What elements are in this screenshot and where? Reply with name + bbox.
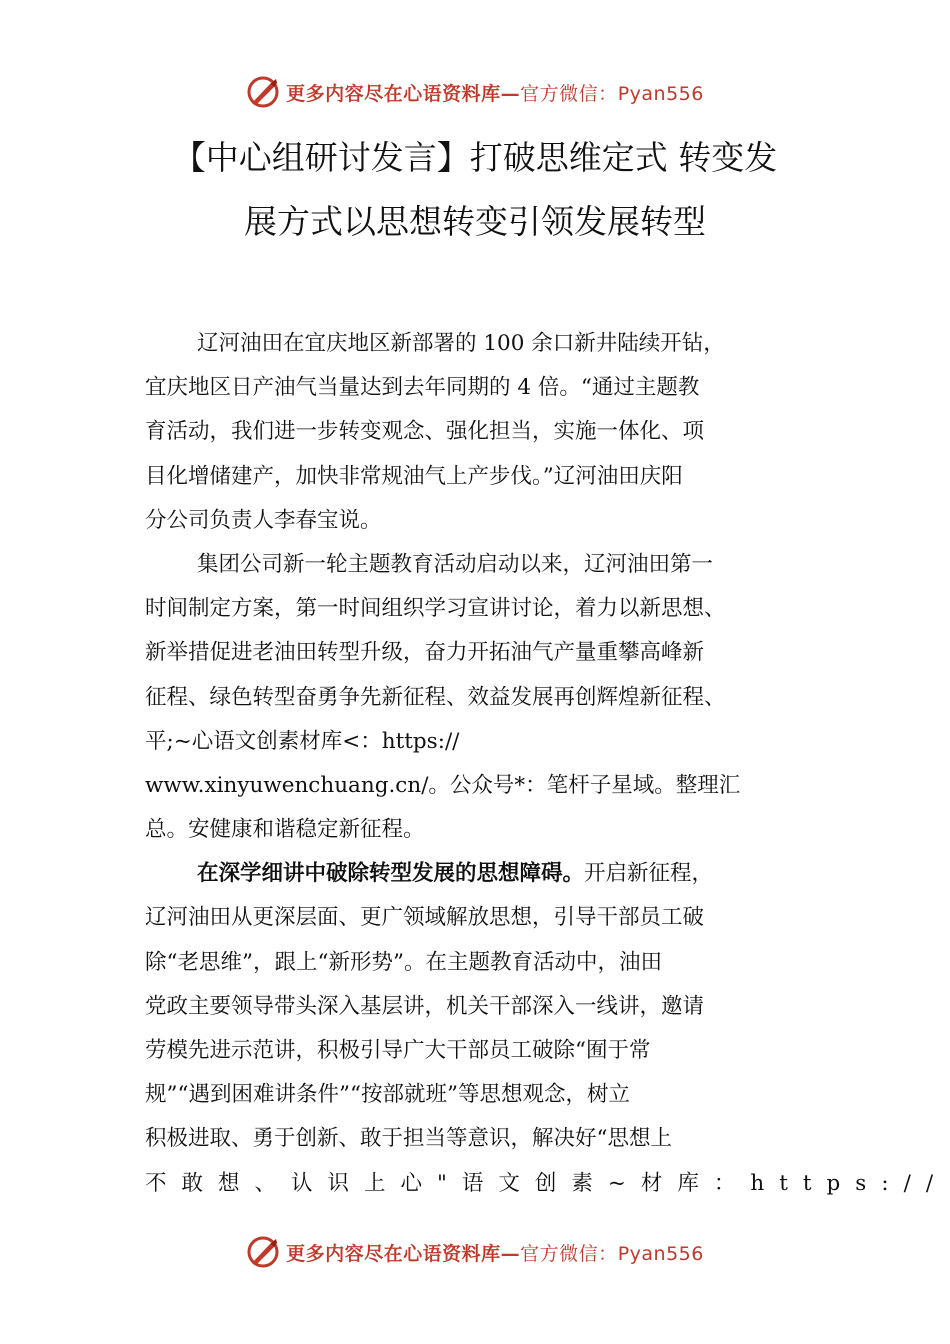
header-banner: [0, 72, 950, 112]
body-line: 党政主要领导带头深入基层讲，机关干部深入一线讲，邀请: [145, 993, 705, 1019]
body-line: 集团公司新一轮主题教育活动启动以来，辽河油田第一: [197, 551, 714, 577]
banner-text: [286, 1239, 704, 1266]
body-line: 规”“遇到困难讲条件”“按部就班”等思想观念，树立: [145, 1082, 630, 1108]
body-line: 平;~心语文创素材库<：https://: [145, 728, 460, 754]
footer-banner: [0, 1232, 950, 1272]
body-line: 目化增储建产，加快非常规油气上产步伐。”辽河油田庆阳: [145, 463, 683, 489]
document-title: [60, 126, 890, 254]
title-line-1: 【中心组研讨发言】打破思维定式 转变发: [172, 138, 778, 177]
body-line: 征程、绿色转型奋勇争先新征程、效益发展再创辉煌新征程、: [145, 684, 726, 710]
body-line: 辽河油田在宜庆地区新部署的 100 余口新井陆续开钻，: [197, 331, 725, 356]
banner-wechat-label: 官方微信：: [520, 82, 618, 105]
section-heading-bold: 在深学细讲中破除转型发展的思想障碍。: [197, 861, 585, 887]
body-line: 宜庆地区日产油气当量达到去年同期的 4 倍。“通过主题教: [145, 375, 700, 401]
brush-logo-icon: [246, 75, 280, 109]
body-line: 新举措促进老油田转型升级，奋力开拓油气产量重攀高峰新: [145, 640, 705, 666]
document-body: [145, 322, 949, 1206]
body-line: 除“老思维”，跟上“新形势”。在主题教育活动中，油田: [145, 949, 662, 975]
banner-slogan: 更多内容尽在心语资料库—: [286, 82, 521, 105]
banner-wechat-label: 官方微信：: [520, 1242, 618, 1265]
banner-wechat-id: Pyan556: [617, 82, 704, 105]
body-line: 育活动，我们进一步转变观念、强化担当，实施一体化、项: [145, 419, 705, 445]
brush-logo-icon: [246, 1235, 280, 1269]
body-line: www.xinyuwenchuang.cn/。公众号*：笔杆子星域。整理汇: [145, 772, 741, 798]
body-line: 总。安健康和谐稳定新征程。: [145, 817, 425, 843]
body-line: 积极进取、勇于创新、敢于担当等意识，解决好“思想上: [145, 1126, 672, 1152]
title-line-2: 展方式以思想转变引领发展转型: [244, 202, 706, 241]
banner-wechat-id: Pyan556: [617, 1242, 704, 1265]
banner-content: [246, 1235, 704, 1269]
body-line: 分公司负责人李春宝说。: [145, 507, 382, 533]
section-heading-tail: 开启新征程，: [584, 861, 714, 887]
banner-text: [286, 79, 704, 106]
banner-content: [246, 75, 704, 109]
body-line-heading: [145, 852, 825, 896]
body-line: 不敢想、认识上心"语文创素~材库：https://: [145, 1170, 949, 1196]
body-line: 时间制定方案，第一时间组织学习宣讲讨论，着力以新思想、: [145, 596, 726, 622]
body-line: 辽河油田从更深层面、更广领域解放思想，引导干部员工破: [145, 905, 705, 931]
body-line: 劳模先进示范讲，积极引导广大干部员工破除“囿于常: [145, 1038, 651, 1063]
banner-slogan: 更多内容尽在心语资料库—: [286, 1242, 521, 1265]
